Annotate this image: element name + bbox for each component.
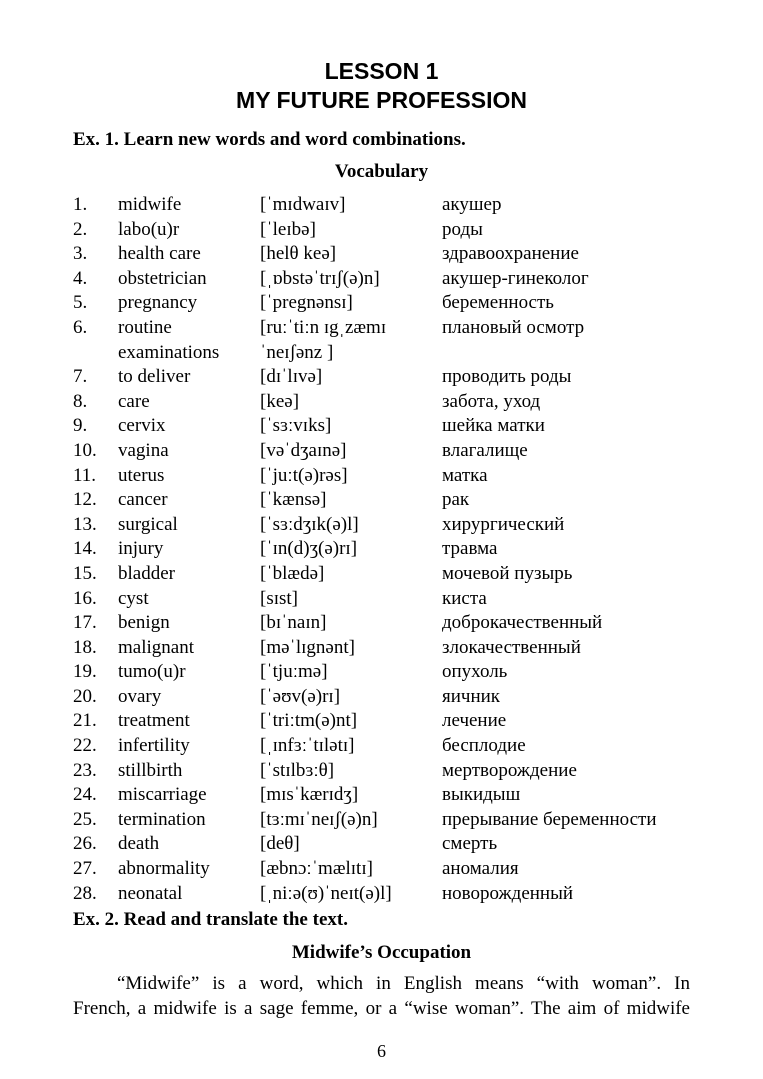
vocabulary-item: [73, 537, 693, 562]
page-number: 6: [377, 1041, 386, 1061]
vocabulary-item-russian: мочевой пузырь: [442, 562, 573, 584]
vocabulary-item-russian: влагалище: [442, 439, 528, 461]
vocabulary-item: [73, 464, 693, 489]
vocabulary-item: [73, 439, 693, 464]
vocabulary-item-russian: злокачественный: [442, 636, 581, 658]
vocabulary-item: [73, 636, 693, 661]
vocabulary-item-english: bladder: [118, 562, 175, 584]
vocabulary-item-russian: хирургический: [442, 513, 565, 535]
vocabulary-item-number: 1.: [73, 194, 88, 215]
vocabulary-item: [73, 685, 693, 710]
vocabulary-item-russian: лечение: [442, 710, 507, 732]
vocabulary-item-number: 11.: [73, 464, 97, 486]
vocabulary-item-russian: акушер-гинеколог: [442, 267, 589, 289]
vocabulary-item-russian: акушер: [442, 194, 502, 215]
vocabulary-item: [73, 218, 693, 243]
vocabulary-item-english: termination: [118, 808, 206, 830]
vocabulary-item-number: 4.: [73, 267, 88, 289]
vocabulary-item-transcription: [tɜːmɪˈneɪʃ(ə)n]: [260, 808, 378, 830]
vocabulary-item: [73, 783, 693, 808]
vocabulary-item-number: 10.: [73, 439, 97, 461]
paragraph-line: French, a midwife is a sage femme, or a “wise woman”. The aim of midwife: [73, 997, 690, 1019]
vocabulary-item-russian: травма: [442, 538, 498, 560]
vocabulary-item: [73, 562, 693, 587]
vocabulary-item-transcription: [ˈjuːt(ə)rəs]: [260, 464, 348, 486]
vocabulary-item-number: 13.: [73, 513, 97, 535]
vocabulary-item-transcription: [mɪsˈkærɪdʒ]: [260, 784, 359, 806]
vocabulary-item-transcription: [ˈmɪdwaɪv]: [260, 194, 346, 215]
vocabulary-item: [73, 808, 693, 833]
vocabulary-item: [73, 882, 693, 907]
vocabulary-item-english: to deliver: [118, 366, 191, 388]
vocabulary-item-transcription: [ˈblædə]: [260, 562, 325, 584]
vocabulary-item-english: uterus: [118, 464, 165, 486]
vocabulary-item-number: 20.: [73, 685, 97, 707]
vocabulary-item-russian: новорожденный: [442, 882, 574, 904]
vocabulary-item-transcription: [ˈstɪlbɜːθ]: [260, 759, 335, 781]
vocabulary-item-english: abnormality: [118, 858, 210, 880]
vocabulary-item-russian: доброкачественный: [442, 612, 603, 634]
vocabulary-item: [73, 193, 693, 218]
vocabulary-item-number: 25.: [73, 808, 97, 830]
vocabulary-item: [73, 488, 693, 513]
vocabulary-item-english: miscarriage: [118, 784, 207, 806]
vocabulary-item-number: 6.: [73, 316, 88, 338]
vocabulary-item-english: cervix: [118, 415, 166, 437]
vocabulary-item-transcription: [ˈtriːtm(ə)nt]: [260, 710, 358, 732]
vocabulary-item-transcription: [bɪˈnaɪn]: [260, 612, 327, 634]
vocabulary-item-transcription: [ˈtjuːmə]: [260, 661, 328, 683]
vocabulary-item-english: tumo(u)r: [118, 661, 186, 683]
vocabulary-item-transcription: [ˌɪnfɜːˈtɪlətɪ]: [260, 735, 355, 757]
vocabulary-item-number: 17.: [73, 612, 97, 634]
vocabulary-item-number: 22.: [73, 735, 97, 757]
vocabulary-item: [73, 242, 693, 267]
vocabulary-item-english: vagina: [118, 439, 169, 461]
vocabulary-item-transcription: [helθ keə]: [260, 243, 337, 265]
vocabulary-list: [73, 193, 693, 906]
vocabulary-item-english: cyst: [118, 587, 149, 609]
vocabulary-item-russian: беременность: [442, 292, 554, 314]
vocabulary-item-english: death: [118, 833, 160, 855]
vocabulary-item-number: 14.: [73, 538, 97, 560]
vocabulary-item-number: 27.: [73, 858, 97, 880]
vocabulary-item: [73, 611, 693, 636]
vocabulary-item-english: treatment: [118, 710, 190, 732]
vocabulary-item-number: 21.: [73, 710, 97, 732]
vocabulary-item-english: benign: [118, 612, 170, 634]
vocabulary-item-number: 19.: [73, 661, 97, 683]
vocabulary-item: [73, 587, 693, 612]
vocabulary-item: [73, 267, 693, 292]
lesson-number: LESSON 1: [324, 58, 439, 84]
vocabulary-item-transcription: [ˈpregnənsɪ]: [260, 292, 353, 314]
vocabulary-item-transcription: [ˈleɪbə]: [260, 218, 316, 240]
vocabulary-item-russian: забота, уход: [442, 390, 541, 412]
vocabulary-item-russian: яичник: [442, 685, 501, 707]
vocabulary-item: [73, 513, 693, 538]
vocabulary-item-english: cancer: [118, 489, 168, 511]
vocabulary-item-russian: прерывание беременности: [442, 808, 657, 830]
vocabulary-item-number: 28.: [73, 882, 97, 904]
lesson-title: MY FUTURE PROFESSION: [236, 87, 527, 113]
vocabulary-item: [73, 365, 693, 390]
vocabulary-item-number: 8.: [73, 390, 88, 412]
vocabulary-item-number: 16.: [73, 587, 97, 609]
vocabulary-item: [73, 414, 693, 439]
vocabulary-item-number: 9.: [73, 415, 88, 437]
vocabulary-item-number: 3.: [73, 243, 88, 265]
vocabulary-item-transcription: [dɪˈlɪvə]: [260, 366, 323, 388]
vocabulary-item-transcription: [keə]: [260, 390, 300, 412]
vocabulary-item-english: infertility: [118, 735, 190, 757]
vocabulary-item-english: stillbirth: [118, 759, 183, 781]
vocabulary-item: [73, 660, 693, 685]
vocabulary-item-transcription: [ruːˈtiːn ɪgˌzæmɪˈneɪʃənz ]: [260, 316, 387, 363]
vocabulary-item-number: 5.: [73, 292, 88, 314]
vocabulary-item-transcription: [ˌniːə(ʊ)ˈneɪt(ə)l]: [260, 882, 392, 904]
vocabulary-item-number: 15.: [73, 562, 97, 584]
vocabulary-item-russian: аномалия: [442, 858, 519, 880]
paragraph-line: “Midwife” is a word, which in English means “with woman”. In: [117, 973, 690, 994]
vocabulary-item-russian: роды: [442, 218, 483, 240]
vocabulary-item-russian: опухоль: [442, 661, 508, 683]
vocabulary-item-number: 2.: [73, 218, 88, 240]
vocabulary-item-transcription: [ˌɒbstəˈtrɪʃ(ə)n]: [260, 267, 380, 289]
vocabulary-item-english: labo(u)r: [118, 218, 180, 240]
vocabulary-heading: Vocabulary: [334, 161, 429, 182]
vocabulary-item: [73, 857, 693, 882]
vocabulary-item-transcription: [æbnɔːˈmælɪtɪ]: [260, 858, 373, 880]
vocabulary-item: [73, 390, 693, 415]
vocabulary-item-english: injury: [118, 538, 164, 560]
vocabulary-item-russian: плановый осмотр: [442, 316, 585, 338]
vocabulary-item: [73, 759, 693, 784]
vocabulary-item-russian: рак: [442, 489, 470, 511]
vocabulary-item-number: 12.: [73, 489, 97, 511]
vocabulary-item-russian: шейка матки: [442, 415, 545, 437]
vocabulary-item-number: 24.: [73, 784, 97, 806]
vocabulary-item: [73, 832, 693, 857]
vocabulary-item-russian: мертворождение: [442, 759, 577, 781]
vocabulary-item-number: 18.: [73, 636, 97, 658]
vocabulary-item-transcription: [deθ]: [260, 833, 300, 855]
vocabulary-item-transcription: [ˈɪn(d)ʒ(ə)rɪ]: [260, 538, 358, 560]
vocabulary-item-number: 26.: [73, 833, 97, 855]
vocabulary-item-russian: матка: [442, 464, 488, 486]
vocabulary-item: [73, 291, 693, 316]
vocabulary-item-english: routine examinations: [118, 316, 220, 363]
vocabulary-item-russian: проводить роды: [442, 366, 572, 388]
vocabulary-item-transcription: [məˈlɪgnənt]: [260, 636, 355, 658]
vocabulary-item-english: surgical: [118, 513, 178, 535]
vocabulary-item-english: health care: [118, 243, 201, 265]
text-title: Midwife’s Occupation: [291, 942, 472, 963]
vocabulary-item-transcription: [ˈəʊv(ə)rɪ]: [260, 685, 341, 707]
vocabulary-item-number: 7.: [73, 366, 88, 388]
exercise-1-heading: Ex. 1. Learn new words and word combinations.: [73, 129, 466, 150]
vocabulary-item-russian: выкидыш: [442, 784, 521, 806]
vocabulary-item-english: ovary: [118, 685, 162, 707]
vocabulary-item-english: midwife: [118, 194, 182, 215]
vocabulary-item-english: obstetrician: [118, 267, 207, 289]
vocabulary-item-english: pregnancy: [118, 292, 198, 314]
exercise-2-heading: Ex. 2. Read and translate the text.: [73, 909, 348, 930]
vocabulary-item-english: care: [118, 390, 150, 412]
vocabulary-item-transcription: [sɪst]: [260, 587, 298, 609]
vocabulary-item-russian: киста: [442, 587, 487, 609]
vocabulary-item-russian: смерть: [442, 833, 498, 855]
vocabulary-item-russian: здравоохранение: [442, 243, 579, 265]
vocabulary-item: [73, 316, 693, 365]
vocabulary-item: [73, 734, 693, 759]
vocabulary-item-english: neonatal: [118, 882, 183, 904]
vocabulary-item: [73, 709, 693, 734]
vocabulary-item-number: 23.: [73, 759, 97, 781]
vocabulary-item-english: malignant: [118, 636, 194, 658]
vocabulary-item-transcription: [vəˈdʒaɪnə]: [260, 439, 347, 461]
vocabulary-item-transcription: [ˈkænsə]: [260, 489, 327, 511]
vocabulary-item-transcription: [ˈsɜːdʒɪk(ə)l]: [260, 513, 359, 535]
vocabulary-item-transcription: [ˈsɜːvɪks]: [260, 415, 332, 437]
vocabulary-item-russian: бесплодие: [442, 735, 526, 757]
text-paragraph: [73, 972, 690, 1021]
